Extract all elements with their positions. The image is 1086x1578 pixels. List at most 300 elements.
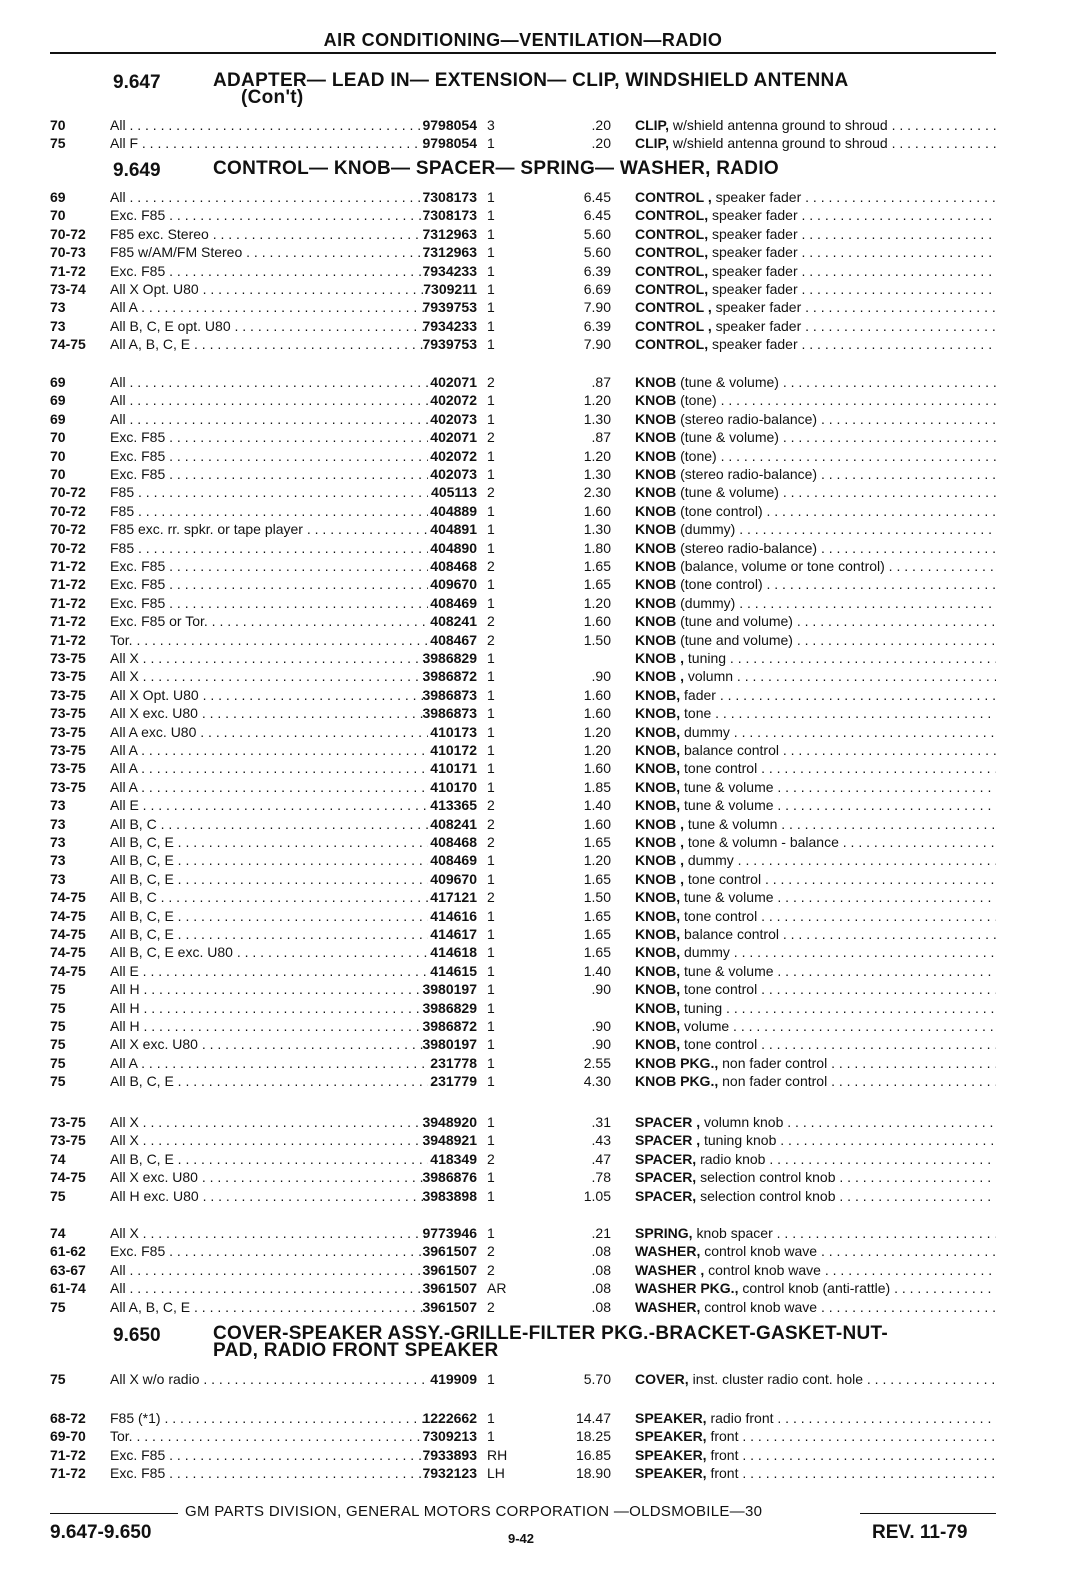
- quantity: 1: [487, 926, 495, 942]
- application-text: F85 . . .: [110, 503, 428, 519]
- part-name: KNOB ,: [635, 668, 684, 685]
- part-description: (balance, volume or tone control) . . .: [680, 558, 996, 574]
- quantity: 1: [487, 981, 495, 998]
- part-number: 3948921: [422, 1132, 477, 1149]
- description: [635, 1017, 996, 1035]
- application-text: F85 . . .: [110, 484, 428, 500]
- application-text: All E . . .: [110, 963, 428, 979]
- application: [110, 539, 428, 557]
- application-text: All . . .: [110, 1262, 428, 1278]
- description: [635, 759, 996, 777]
- model-year: 73: [50, 299, 66, 316]
- table-row: [50, 1187, 996, 1205]
- application: [110, 447, 428, 465]
- table-row: [50, 1409, 996, 1427]
- part-number: 231778: [430, 1054, 477, 1071]
- description: [635, 1464, 996, 1482]
- part-number: 231779: [430, 1073, 477, 1090]
- description: [635, 428, 996, 446]
- description: [635, 391, 996, 409]
- description: [635, 778, 996, 796]
- part-description: (dummy) . . .: [680, 595, 996, 611]
- part-number: 419909: [430, 1371, 477, 1387]
- table-row: [50, 1224, 996, 1242]
- part-name: KNOB: [635, 447, 677, 464]
- model-year: 73: [50, 317, 66, 334]
- application: [110, 612, 428, 630]
- price: 6.69: [583, 281, 611, 297]
- table-row: [50, 1113, 996, 1131]
- application: [110, 243, 428, 261]
- price: 18.25: [575, 1428, 611, 1445]
- section-number: 9.647: [113, 72, 161, 93]
- table-row: [50, 999, 996, 1017]
- price: 1.20: [583, 723, 611, 740]
- application-text: All F . . .: [110, 135, 428, 151]
- description: [635, 833, 996, 851]
- price: 6.39: [583, 317, 611, 334]
- part-description: speaker fader . . .: [716, 299, 996, 315]
- quantity: 1: [487, 705, 495, 722]
- price: .87: [591, 429, 611, 446]
- description: [635, 1279, 996, 1297]
- model-year: 73-75: [50, 1132, 86, 1149]
- table-row: [50, 649, 996, 667]
- part-name: KNOB,: [635, 778, 681, 795]
- description: [635, 723, 996, 741]
- quantity: 1: [487, 521, 495, 538]
- part-description: inst. cluster radio cont. hole . . .: [693, 1371, 996, 1387]
- quantity: 1: [487, 1018, 495, 1034]
- part-number: 404891: [430, 521, 477, 538]
- application: [110, 833, 428, 851]
- description: [635, 870, 996, 888]
- quantity: 1: [487, 1036, 495, 1053]
- application: [110, 1427, 428, 1445]
- application-text: All B, C . . .: [110, 816, 428, 832]
- quantity: 1: [487, 262, 495, 279]
- part-name: KNOB: [635, 521, 677, 538]
- part-number: 7312963: [422, 244, 477, 261]
- model-year: 73: [50, 852, 66, 869]
- quantity: 1: [487, 207, 495, 224]
- description: [635, 188, 996, 206]
- application-text: All B, C, E . . .: [110, 834, 428, 850]
- model-year: 73: [50, 797, 66, 814]
- table-row: [50, 1242, 996, 1260]
- part-name: SPACER ,: [635, 1114, 701, 1130]
- quantity: 1: [487, 962, 495, 979]
- part-number: 418349: [430, 1150, 477, 1167]
- price: 1.60: [583, 502, 611, 519]
- part-name: KNOB,: [635, 760, 681, 777]
- part-name: KNOB: [635, 410, 677, 427]
- model-year: 71-72: [50, 558, 86, 574]
- price: .90: [591, 668, 611, 685]
- application: [110, 907, 428, 925]
- table-row: [50, 539, 996, 557]
- application-text: Exc. F85 . . .: [110, 429, 428, 445]
- model-year: 69-70: [50, 1428, 86, 1445]
- part-description: tune & volume . . .: [684, 779, 996, 795]
- quantity: 1: [487, 1073, 495, 1090]
- application-text: All A exc. U80 . . .: [110, 724, 428, 740]
- part-description: selection control knob . . .: [700, 1169, 996, 1185]
- description: [635, 888, 996, 906]
- application-text: All A . . .: [110, 742, 428, 758]
- quantity: 1: [487, 742, 495, 758]
- quantity: 1: [487, 870, 495, 887]
- description: [635, 483, 996, 501]
- quantity: 1: [487, 1410, 495, 1426]
- table-row: [50, 907, 996, 925]
- application-text: All X Opt. U80 . . .: [110, 687, 428, 703]
- page-header-title: AIR CONDITIONING—VENTILATION—RADIO: [323, 30, 723, 50]
- part-number: 9773946: [422, 1225, 477, 1241]
- part-name: KNOB: [635, 484, 677, 501]
- application: [110, 1054, 428, 1072]
- model-year: 70-73: [50, 244, 86, 261]
- price: 1.20: [583, 594, 611, 611]
- price: 7.90: [583, 299, 611, 316]
- model-year: 73: [50, 870, 66, 887]
- application-text: All . . .: [110, 392, 428, 408]
- application-text: All B, C, E . . .: [110, 1073, 428, 1089]
- description: [635, 1072, 996, 1090]
- part-number: 410173: [430, 723, 477, 740]
- quantity: 1: [487, 852, 495, 869]
- part-description: speaker fader . . .: [712, 207, 996, 223]
- model-year: 70: [50, 429, 66, 446]
- part-name: SPACER,: [635, 1169, 697, 1186]
- part-description: balance control . . .: [684, 926, 996, 942]
- table-row: [50, 778, 996, 796]
- price: 1.50: [583, 631, 611, 648]
- description: [635, 1224, 996, 1242]
- quantity: 1: [487, 1187, 495, 1204]
- quantity: 2: [487, 484, 495, 501]
- application: [110, 1150, 428, 1168]
- part-number: 1222662: [422, 1410, 477, 1426]
- model-year: 61-62: [50, 1243, 86, 1260]
- application: [110, 1187, 428, 1205]
- part-description: dummy . . .: [684, 724, 996, 740]
- part-number: 7934233: [422, 317, 477, 334]
- part-name: COVER,: [635, 1371, 689, 1387]
- description: [635, 1131, 996, 1149]
- part-number: 7308173: [422, 189, 477, 205]
- model-year: 74-75: [50, 889, 86, 906]
- part-number: 3983898: [422, 1187, 477, 1204]
- application-text: All . . .: [110, 189, 428, 205]
- application-text: All H exc. U80 . . .: [110, 1188, 428, 1204]
- quantity: 1: [487, 225, 495, 242]
- part-name: CONTROL ,: [635, 189, 712, 205]
- description: [635, 704, 996, 722]
- part-name: SPRING,: [635, 1225, 693, 1241]
- table-row: [50, 594, 996, 612]
- price: 1.20: [583, 852, 611, 869]
- description: [635, 1187, 996, 1205]
- price: 1.20: [583, 742, 611, 758]
- quantity: 2: [487, 1150, 495, 1167]
- part-number: 7939753: [422, 299, 477, 316]
- model-year: 74: [50, 1150, 66, 1167]
- part-name: KNOB,: [635, 926, 681, 942]
- application: [110, 1131, 428, 1149]
- application-text: All B, C, E opt. U80 . . .: [110, 318, 428, 334]
- description: [635, 1261, 996, 1279]
- part-name: SPEAKER,: [635, 1410, 707, 1426]
- quantity: 1: [487, 244, 495, 261]
- application-text: All A . . .: [110, 1055, 428, 1071]
- application-text: Exc. F85 . . .: [110, 558, 428, 574]
- table-row: [50, 557, 996, 575]
- part-description: tone control . . .: [684, 760, 996, 776]
- application-text: All B, C, E . . .: [110, 1151, 428, 1167]
- description: [635, 1370, 996, 1388]
- part-number: 414617: [430, 926, 477, 942]
- application-text: All X exc. U80 . . .: [110, 1169, 428, 1185]
- table-row: [50, 1279, 996, 1297]
- part-number: 405113: [431, 484, 477, 501]
- description: [635, 999, 996, 1017]
- part-number: 7939753: [422, 336, 477, 353]
- application: [110, 667, 428, 685]
- part-description: balance control . . .: [684, 742, 996, 758]
- table-row: [50, 833, 996, 851]
- price: 1.80: [583, 539, 611, 556]
- table-row: [50, 502, 996, 520]
- table-row: [50, 447, 996, 465]
- section-title: [213, 160, 1003, 177]
- section-title-line: COVER-SPEAKER ASSY.-GRILLE-FILTER PKG.-BRACKET-GASKET-NUT-: [213, 1323, 889, 1344]
- part-number: 7932123: [422, 1465, 477, 1482]
- price: .90: [591, 1036, 611, 1053]
- part-number: 404889: [430, 502, 477, 519]
- table-row: [50, 1427, 996, 1445]
- application: [110, 943, 428, 961]
- quantity: 1: [487, 281, 495, 297]
- table-row: [50, 631, 996, 649]
- quantity: 2: [487, 797, 495, 814]
- application-text: All X . . .: [110, 1132, 428, 1148]
- description: [635, 980, 996, 998]
- description: [635, 206, 996, 224]
- section-subtitle: (Con't): [241, 87, 304, 108]
- application-text: All . . .: [110, 117, 428, 133]
- part-name: SPEAKER,: [635, 1465, 707, 1482]
- part-description: non fader control . . .: [722, 1055, 996, 1071]
- application: [110, 1168, 428, 1186]
- part-number: 3980197: [422, 981, 477, 998]
- application: [110, 778, 428, 796]
- price: 5.60: [583, 244, 611, 261]
- application: [110, 999, 428, 1017]
- model-year: 75: [50, 1036, 66, 1053]
- footer-division: GM PARTS DIVISION, GENERAL MOTORS CORPORATION —OLDSMOBILE—30: [185, 1503, 763, 1520]
- price: 1.65: [583, 576, 611, 593]
- section-title: [213, 72, 1003, 106]
- price: .90: [591, 1018, 611, 1034]
- table-row: [50, 1446, 996, 1464]
- application: [110, 317, 428, 335]
- description: [635, 1242, 996, 1260]
- part-description: tune & volume . . .: [684, 797, 996, 813]
- part-description: speaker fader . . .: [712, 226, 996, 242]
- part-description: (tune and volume) . . .: [680, 613, 996, 629]
- description: [635, 447, 996, 465]
- quantity: LH: [487, 1465, 505, 1482]
- model-year: 73-75: [50, 778, 86, 795]
- description: [635, 815, 996, 833]
- application-text: F85 (*1) . . .: [110, 1410, 428, 1426]
- section-title: [213, 1325, 1003, 1359]
- part-name: KNOB,: [635, 907, 681, 924]
- part-number: 3986873: [422, 705, 477, 722]
- application-text: All B, C . . .: [110, 889, 428, 905]
- part-description: tuning . . .: [688, 650, 996, 666]
- price: 1.30: [583, 521, 611, 538]
- part-description: (tune & volume) . . .: [680, 429, 996, 445]
- part-number: 7934233: [422, 262, 477, 279]
- part-description: non fader control . . .: [722, 1073, 996, 1089]
- description: [635, 907, 996, 925]
- table-row: [50, 116, 996, 134]
- application: [110, 465, 428, 483]
- description: [635, 280, 996, 298]
- quantity: 2: [487, 558, 495, 574]
- price: 1.30: [583, 410, 611, 427]
- table-row: [50, 134, 996, 152]
- application-text: All X . . .: [110, 650, 428, 666]
- description: [635, 465, 996, 483]
- part-number: 3986872: [422, 1018, 477, 1034]
- quantity: 1: [487, 778, 495, 795]
- model-year: 73-75: [50, 686, 86, 703]
- part-description: tune & volume . . .: [684, 963, 996, 979]
- price: .87: [591, 374, 611, 390]
- table-row: [50, 962, 996, 980]
- application: [110, 335, 428, 353]
- application-text: All A . . .: [110, 299, 428, 315]
- price: 7.90: [583, 336, 611, 353]
- model-year: 71-72: [50, 1465, 86, 1482]
- part-name: CONTROL ,: [635, 317, 712, 334]
- part-number: 3986873: [422, 686, 477, 703]
- part-name: CONTROL,: [635, 262, 709, 279]
- application-text: All H . . .: [110, 1018, 428, 1034]
- application: [110, 1224, 428, 1242]
- quantity: 2: [487, 374, 495, 390]
- description: [635, 557, 996, 575]
- application: [110, 851, 428, 869]
- part-description: dummy . . .: [688, 852, 996, 868]
- part-description: (tone) . . .: [680, 448, 996, 464]
- table-row: [50, 1370, 996, 1388]
- table-row: [50, 1150, 996, 1168]
- application-text: All . . .: [110, 1280, 428, 1296]
- part-description: dummy . . .: [684, 944, 996, 960]
- price: 1.20: [583, 447, 611, 464]
- description: [635, 1168, 996, 1186]
- part-name: KNOB: [635, 392, 677, 409]
- application-text: Exc. F85 . . .: [110, 1465, 428, 1481]
- model-year: 70: [50, 466, 66, 482]
- application-text: Exc. F85 . . .: [110, 1243, 428, 1259]
- quantity: 1: [487, 502, 495, 519]
- part-description: speaker fader . . .: [716, 318, 996, 334]
- quantity: 1: [487, 650, 495, 666]
- part-description: (tone control) . . .: [680, 576, 996, 592]
- part-number: 402072: [430, 447, 477, 464]
- part-name: CONTROL,: [635, 281, 709, 297]
- description: [635, 262, 996, 280]
- quantity: 2: [487, 631, 495, 648]
- part-number: 3961507: [422, 1243, 477, 1260]
- price: 1.65: [583, 558, 611, 574]
- part-description: volume . . .: [684, 1018, 996, 1034]
- table-row: [50, 741, 996, 759]
- part-description: tone control . . .: [688, 871, 996, 887]
- description: [635, 520, 996, 538]
- model-year: 73-75: [50, 760, 86, 777]
- application-text: All A, B, C, E . . .: [110, 336, 428, 352]
- price: 1.85: [583, 778, 611, 795]
- part-name: KNOB ,: [635, 852, 684, 869]
- part-name: CLIP,: [635, 135, 669, 152]
- price: 1.20: [583, 392, 611, 409]
- application-text: Exc. F85 . . .: [110, 576, 428, 592]
- table-row: [50, 1298, 996, 1316]
- price: 16.85: [575, 1446, 611, 1463]
- application: [110, 723, 428, 741]
- price: 14.47: [575, 1410, 611, 1426]
- description: [635, 298, 996, 316]
- application-text: All X Opt. U80 . . .: [110, 281, 428, 297]
- quantity: 1: [487, 576, 495, 593]
- price: 1.65: [583, 907, 611, 924]
- table-row: [50, 575, 996, 593]
- table-row: [50, 870, 996, 888]
- application-text: All A . . .: [110, 760, 428, 776]
- application: [110, 575, 428, 593]
- application-text: Exc. F85 . . .: [110, 263, 428, 279]
- table-row: [50, 612, 996, 630]
- application-text: Exc. F85 . . .: [110, 448, 428, 464]
- application: [110, 594, 428, 612]
- part-name: KNOB,: [635, 999, 681, 1016]
- footer-rule-left: [50, 1513, 178, 1514]
- application-text: All A, B, C, E . . .: [110, 1299, 428, 1315]
- application: [110, 502, 428, 520]
- description: [635, 317, 996, 335]
- part-description: tune & volume . . .: [684, 889, 996, 905]
- model-year: 71-72: [50, 631, 86, 648]
- price: .08: [591, 1280, 611, 1297]
- application: [110, 410, 428, 428]
- model-year: 75: [50, 1018, 66, 1034]
- table-row: [50, 280, 996, 298]
- part-description: control knob wave . . .: [708, 1262, 996, 1278]
- quantity: 1: [487, 1132, 495, 1149]
- part-description: radio knob . . .: [700, 1151, 996, 1167]
- quantity: 1: [487, 189, 495, 205]
- part-number: 408469: [430, 594, 477, 611]
- part-number: 414618: [430, 944, 477, 961]
- table-row: [50, 667, 996, 685]
- part-number: 408241: [430, 815, 477, 832]
